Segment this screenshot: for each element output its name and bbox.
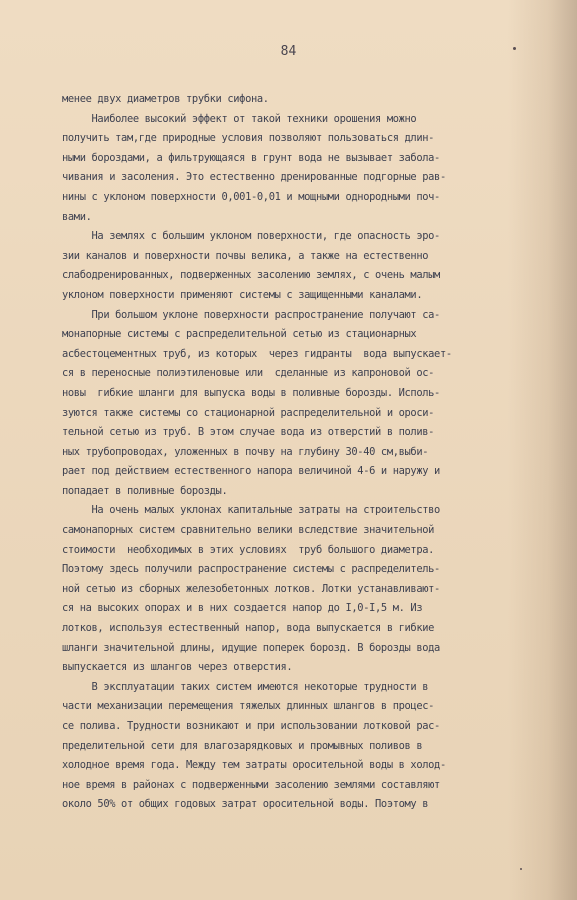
text-line: менее двух диаметров трубки сифона.: [62, 93, 269, 105]
ink-speck: [513, 47, 516, 50]
text-line: попадает в поливные борозды.: [62, 484, 228, 497]
text-line: В эксплуатации таких систем имеются некоторые трудности в: [62, 680, 429, 693]
text-line: Наиболее высокий эффект от такой техники орошения можно: [62, 112, 417, 125]
text-line: рает под действием естественного напора величиной 4-6 и наружу и: [62, 465, 440, 478]
text-line: слабодренированных, подверженных засолению землях, с очень малым: [62, 269, 440, 282]
text-line: части механизации перемещения тяжелых длинных шлангов в процес-: [62, 700, 435, 713]
text-line: ной сетью из сборных железобетонных лотков. Лотки устанавливают-: [62, 582, 440, 595]
page-number: 84: [280, 44, 297, 59]
text-line: монапорные системы с распределительной сетью из стационарных: [62, 328, 417, 341]
text-line: стоимости необходимых в этих условиях труб большого диаметра.: [62, 543, 435, 556]
text-line: ными бороздами, а фильтрующаяся в грунт вода не вызывает забола-: [62, 151, 440, 164]
text-line: лотков, используя естественный напор, вода выпускается в гибкие: [62, 622, 435, 635]
text-line: вами.: [62, 210, 92, 223]
text-line: ных трубопроводах, уложенных в почву на глубину 30-40 см,выби-: [62, 445, 429, 458]
text-line: тельной сетью из труб. В этом случае вода из отверстий в полив-: [62, 426, 435, 439]
text-line: Поэтому здесь получили распространение системы с распределитель-: [62, 563, 440, 576]
text-line: нины с уклоном поверхности 0,001-0,01 и мощными однородными поч-: [62, 190, 440, 203]
text-line: чивания и засоления. Это естественно дренированные подгорные рав-: [62, 171, 446, 184]
text-line: асбестоцементных труб, из которых через гидранты вода выпускает-: [62, 347, 452, 360]
text-line: зии каналов и поверхности почвы велика, а также на естественно: [62, 249, 429, 262]
text-line: ся в переносные полиэтиленовые или сделанные из капроновой ос-: [62, 367, 435, 380]
text-line: выпускается из шлангов через отверстия.: [62, 661, 293, 674]
text-line: ное время в районах с подверженными засолению землями составляют: [62, 778, 440, 791]
text-line: уклоном поверхности применяют системы с защищенными каналами.: [62, 288, 423, 301]
text-line: холодное время года. Между тем затраты оросительной воды в холод-: [62, 759, 446, 772]
text-line: получить там,где природные условия позволяют пользоваться длин-: [62, 132, 435, 145]
body-text: [62, 90, 556, 815]
ink-speck: [520, 868, 522, 870]
text-line: пределительной сети для влагозарядковых и промывных поливов в: [62, 739, 423, 752]
text-line: новы гибкие шланги для выпуска воды в поливные борозды. Исполь-: [62, 386, 440, 399]
text-line: На землях с большим уклоном поверхности, где опасность эро-: [62, 230, 440, 243]
text-line: ся на высоких опорах и в них создается напор до I,0-I,5 м. Из: [62, 602, 423, 615]
text-line: При большом уклоне поверхности распространение получают са-: [62, 308, 440, 321]
text-line: самонапорных систем сравнительно велики вследствие значительной: [62, 524, 435, 537]
text-line: около 50% от общих годовых затрат оросительной воды. Поэтому в: [62, 798, 429, 811]
text-line: шланги значительной длины, идущие поперек борозд. В борозды вода: [62, 641, 440, 654]
text-line: се полива. Трудности возникают и при использовании лотковой рас-: [62, 720, 440, 732]
text-line: На очень малых уклонах капитальные затраты на строительство: [62, 504, 440, 517]
text-line: зуются также системы со стационарной распределительной и ороси-: [62, 406, 435, 419]
